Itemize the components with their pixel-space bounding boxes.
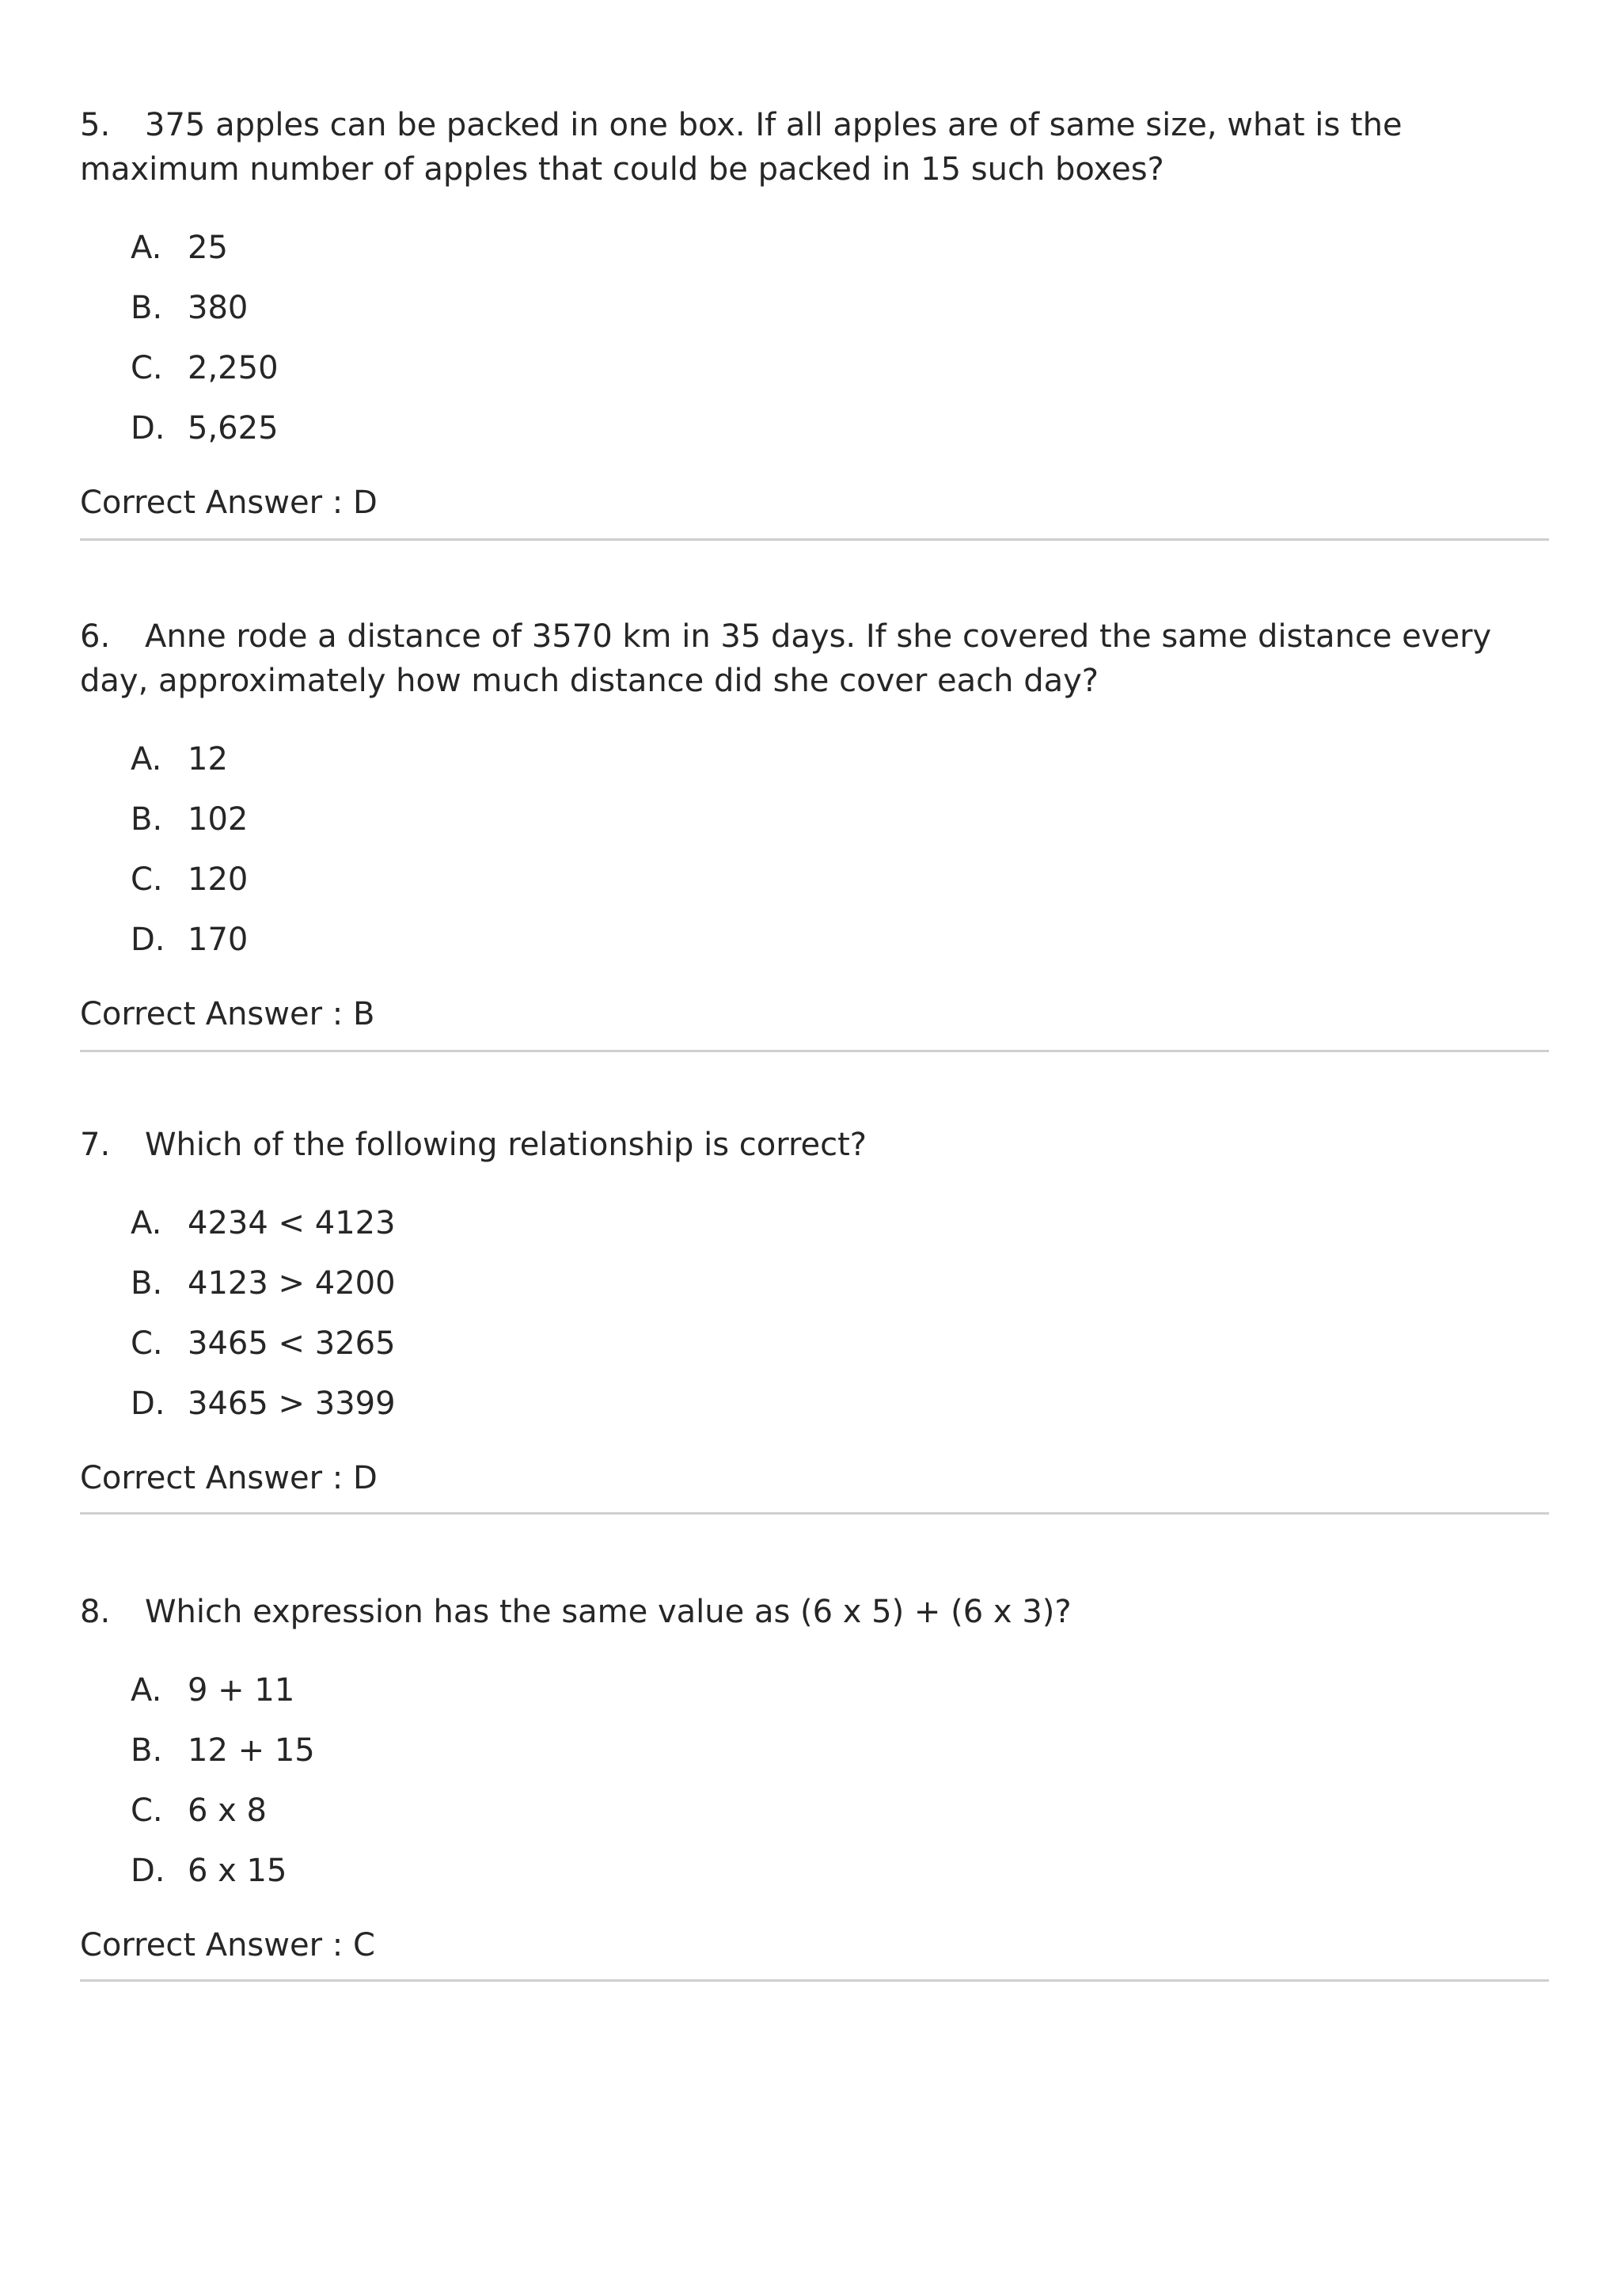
option-text: 6 x 15 (188, 1853, 287, 1889)
option-letter: D. (131, 1853, 165, 1889)
question-text (80, 103, 1549, 192)
question-text (80, 1590, 1549, 1634)
option-letter: C. (131, 1792, 163, 1829)
option-a (80, 1660, 1549, 1720)
option-text: 3465 > 3399 (188, 1386, 396, 1422)
question-text (80, 1123, 1549, 1167)
option-text: 120 (188, 861, 249, 898)
option-letter: A. (131, 741, 162, 777)
option-letter: A. (131, 1205, 162, 1241)
options-list (80, 218, 1549, 458)
question-divider (80, 538, 1549, 541)
option-letter: B. (131, 1265, 163, 1302)
option-letter: D. (131, 1386, 165, 1422)
option-text: 170 (188, 922, 249, 958)
option-letter: C. (131, 1325, 163, 1362)
option-text: 5,625 (188, 410, 279, 447)
option-c (80, 1781, 1549, 1841)
question-5 (80, 103, 1549, 525)
options-list (80, 1660, 1549, 1901)
question-divider (80, 1512, 1549, 1515)
option-letter: A. (131, 1672, 162, 1709)
option-letter: C. (131, 350, 163, 386)
option-d (80, 398, 1549, 458)
option-c (80, 850, 1549, 910)
correct-answer: Correct Answer : D (80, 1460, 378, 1496)
option-letter: D. (131, 410, 165, 447)
option-text: 4234 < 4123 (188, 1205, 396, 1241)
option-text: 12 (188, 741, 228, 777)
option-letter: B. (131, 1732, 163, 1769)
option-a (80, 218, 1549, 278)
option-b (80, 278, 1549, 338)
option-b (80, 1720, 1549, 1781)
options-list (80, 729, 1549, 970)
question-number: 5. (80, 107, 111, 143)
option-text: 2,250 (188, 350, 279, 386)
option-c (80, 1313, 1549, 1374)
question-number: 8. (80, 1594, 111, 1630)
question-prompt: Anne rode a distance of 3570 km in 35 days. If she covered the same distance every day, approximately how much distance did she cover each day? (80, 618, 1492, 699)
option-text: 9 + 11 (188, 1672, 295, 1709)
option-text: 102 (188, 801, 249, 838)
question-prompt: Which expression has the same value as (6 x 5) + (6 x 3)? (145, 1594, 1072, 1630)
option-a (80, 729, 1549, 789)
option-text: 3465 < 3265 (188, 1325, 396, 1362)
option-c (80, 338, 1549, 398)
question-prompt: Which of the following relationship is correct? (145, 1127, 867, 1163)
option-letter: A. (131, 230, 162, 266)
option-d (80, 1374, 1549, 1434)
question-number: 6. (80, 618, 111, 655)
option-letter: C. (131, 861, 163, 898)
option-text: 25 (188, 230, 228, 266)
correct-answer: Correct Answer : B (80, 996, 375, 1032)
option-letter: D. (131, 922, 165, 958)
option-text: 380 (188, 290, 249, 326)
correct-answer: Correct Answer : C (80, 1927, 375, 1963)
option-d (80, 910, 1549, 970)
option-a (80, 1193, 1549, 1253)
option-d (80, 1841, 1549, 1901)
question-divider (80, 1050, 1549, 1052)
correct-answer: Correct Answer : D (80, 485, 378, 521)
option-letter: B. (131, 290, 163, 326)
option-text: 6 x 8 (188, 1792, 267, 1829)
question-divider (80, 1979, 1549, 1982)
question-prompt: 375 apples can be packed in one box. If all apples are of same size, what is the maximum number of apples that could be packed in 15 such boxes? (80, 107, 1403, 188)
option-letter: B. (131, 801, 163, 838)
option-text: 12 + 15 (188, 1732, 315, 1769)
options-list (80, 1193, 1549, 1434)
option-text: 4123 > 4200 (188, 1265, 396, 1302)
question-7 (80, 1123, 1549, 1500)
question-8 (80, 1590, 1549, 1967)
option-b (80, 1253, 1549, 1313)
question-text (80, 614, 1549, 703)
question-number: 7. (80, 1127, 111, 1163)
question-6 (80, 614, 1549, 1036)
option-b (80, 789, 1549, 850)
